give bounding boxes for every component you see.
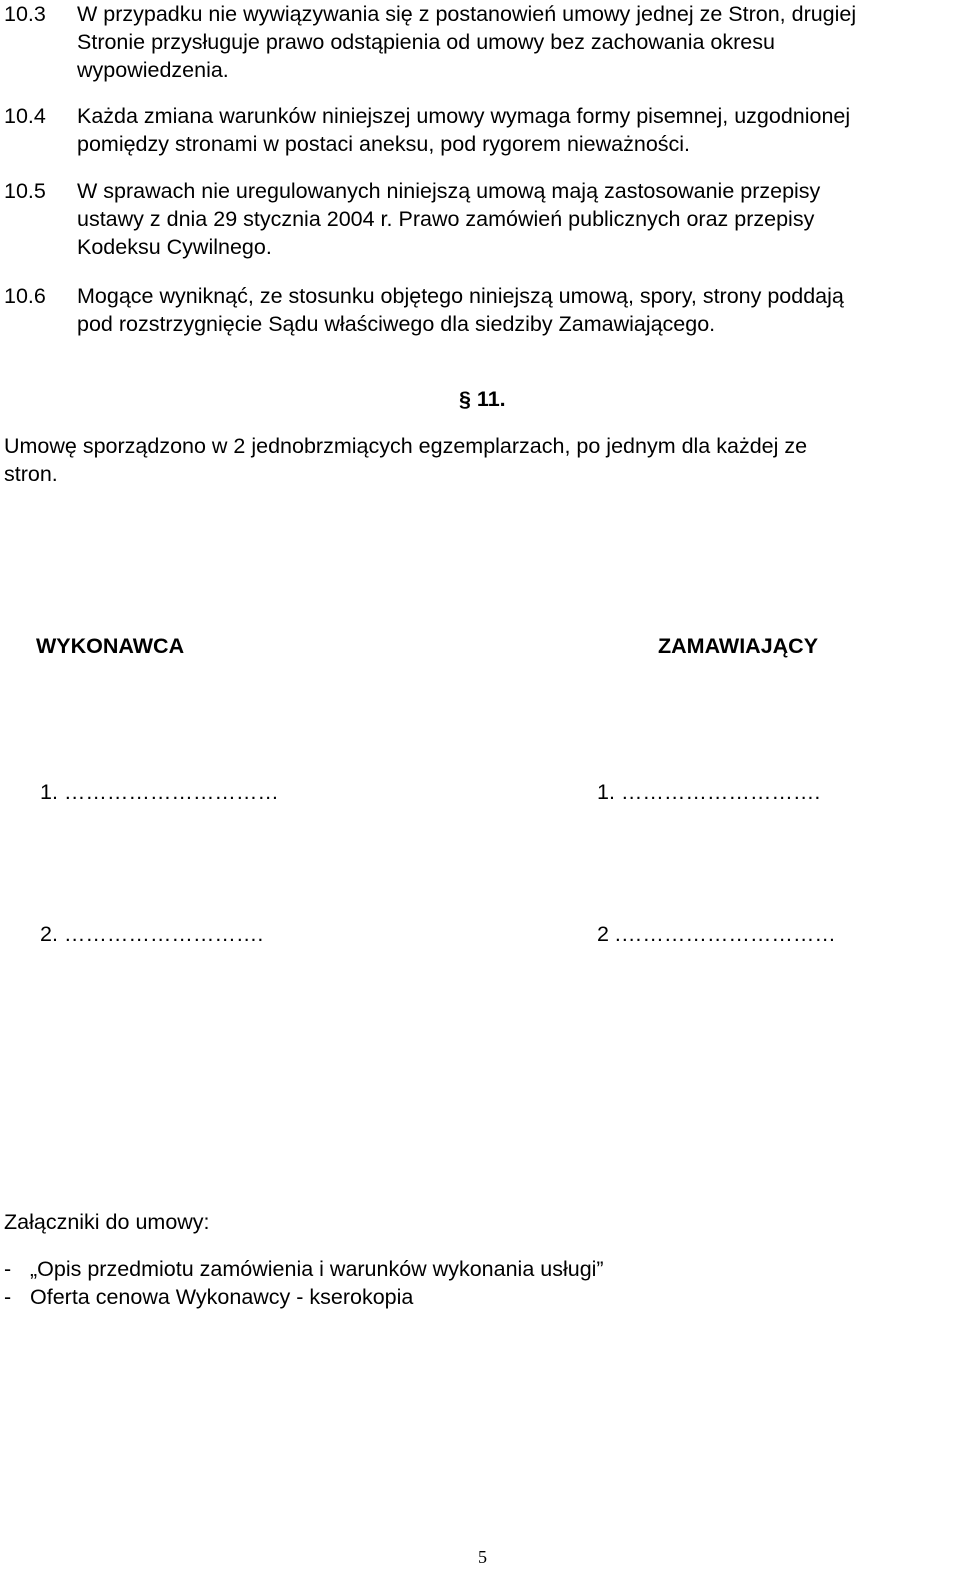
clause-text-line: Każda zmiana warunków niniejszej umowy wymaga formy pisemnej, uzgodnionej [77, 104, 851, 128]
clause-text-line: wypowiedzenia. [77, 58, 229, 82]
clause-number: 10.6 [4, 284, 46, 308]
signature-line-authority-1: 1. ………………………. [597, 780, 821, 804]
attachment-text: „Opis przedmiotu zamówienia i warunków wykonania usługi” [30, 1257, 604, 1281]
clause-text-line: W sprawach nie uregulowanych niniejszą umową mają zastosowanie przepisy [77, 179, 821, 203]
page-number: 5 [478, 1547, 487, 1567]
signature-line-contractor-2: 2. ………………………. [40, 922, 264, 946]
list-dash: - [4, 1285, 12, 1309]
signature-line-contractor-1: 1. ………………………… [40, 780, 279, 804]
attachment-text: Oferta cenowa Wykonawcy - kserokopia [30, 1285, 414, 1309]
clause-number: 10.4 [4, 104, 46, 128]
clause-10-5 [4, 177, 954, 261]
clause-text-line: Mogące wyniknąć, ze stosunku objętego niniejszą umową, spory, strony poddają [77, 284, 844, 308]
section-heading: § 11. [459, 387, 506, 411]
clause-text-line: pomiędzy stronami w postaci aneksu, pod rygorem nieważności. [77, 132, 691, 156]
clause-text-line: W przypadku nie wywiązywania się z postanowień umowy jednej ze Stron, drugiej [77, 2, 857, 26]
clause-10-6 [4, 282, 954, 338]
attachment-item [4, 1255, 604, 1283]
party-contracting-authority: ZAMAWIAJĄCY [658, 634, 819, 658]
clause-text-line: ustawy z dnia 29 stycznia 2004 r. Prawo zamówień publicznych oraz przepisy [77, 207, 815, 231]
clause-text-line: Stronie przysługuje prawo odstąpienia od umowy bez zachowania okresu [77, 30, 775, 54]
clause-text-line: Kodeksu Cywilnego. [77, 235, 272, 259]
clause-10-4 [4, 102, 954, 158]
clause-number: 10.3 [4, 2, 46, 26]
signature-line-authority-2: 2 .………………………… [597, 922, 836, 946]
closing-line: Umowę sporządzono w 2 jednobrzmiących egzemplarzach, po jednym dla każdej ze [4, 434, 808, 458]
party-contractor: WYKONAWCA [36, 634, 185, 658]
list-dash: - [4, 1257, 12, 1281]
clause-10-3 [4, 0, 954, 84]
clause-number: 10.5 [4, 179, 46, 203]
attachment-item [4, 1283, 413, 1311]
attachments-title: Załączniki do umowy: [4, 1210, 210, 1234]
clause-text-line: pod rozstrzygnięcie Sądu właściwego dla siedziby Zamawiającego. [77, 312, 716, 336]
closing-line: stron. [4, 462, 58, 486]
closing-statement [4, 432, 954, 488]
